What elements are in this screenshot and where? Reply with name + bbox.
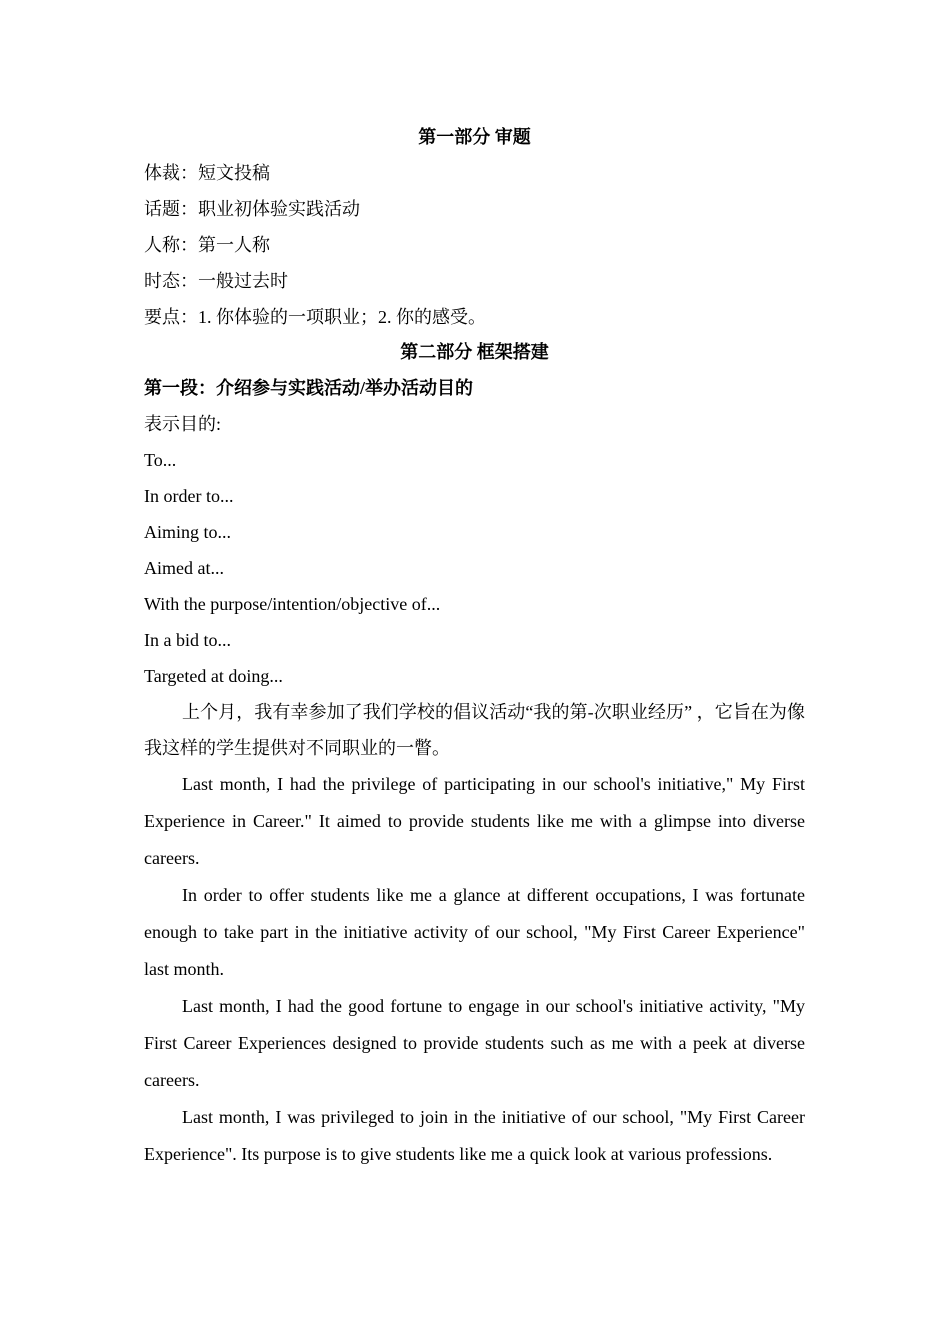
part2-title: 第二部分 框架搭建 xyxy=(400,342,549,362)
english-sample-paragraph: Last month, I was privileged to join in the initiative of our school, "My First Career Experience". Its purpose is to give students like me a quick look at various professions. xyxy=(144,1107,805,1164)
purpose-phrase: Targeted at doing... xyxy=(144,666,283,686)
person-line: 人称：第一人称 xyxy=(144,235,270,255)
chinese-sample-paragraph: 上个月，我有幸参加了我们学校的倡议活动“我的第-次职业经历” ，它旨在为像我这样的学生提供对不同职业的一瞥。 xyxy=(144,702,805,758)
purpose-phrase: In a bid to... xyxy=(144,630,231,650)
key-points-line: 要点：1. 你体验的一项职业；2. 你的感受。 xyxy=(144,307,486,327)
topic-line: 话题：职业初体验实践活动 xyxy=(144,199,360,219)
tense-line: 时态：一般过去时 xyxy=(144,271,288,291)
document-page xyxy=(144,120,805,1173)
genre-line: 体裁：短文投稿 xyxy=(144,163,270,183)
english-sample-paragraph: In order to offer students like me a glance at different occupations, I was fortunate enough to take part in the initiative activity of our school, "My First Career Experience" last month. xyxy=(144,885,805,979)
purpose-phrase: In order to... xyxy=(144,486,234,506)
english-sample-paragraph: Last month, I had the privilege of participating in our school's initiative," My First Experience in Career." It aimed to provide students like me with a glimpse into diverse careers. xyxy=(144,774,805,868)
purpose-label: 表示目的: xyxy=(144,414,222,434)
purpose-phrase: To... xyxy=(144,450,177,470)
purpose-phrase: Aiming to... xyxy=(144,522,232,542)
purpose-phrase: Aimed at... xyxy=(144,558,224,578)
part1-title: 第一部分 审题 xyxy=(418,127,531,147)
purpose-phrase: With the purpose/intention/objective of... xyxy=(144,594,441,614)
section1-heading: 第一段：介绍参与实践活动/举办活动目的 xyxy=(144,378,473,398)
english-sample-paragraph: Last month, I had the good fortune to engage in our school's initiative activity, "My First Career Experiences designed to provide students such as me with a peek at diverse careers. xyxy=(144,996,805,1090)
